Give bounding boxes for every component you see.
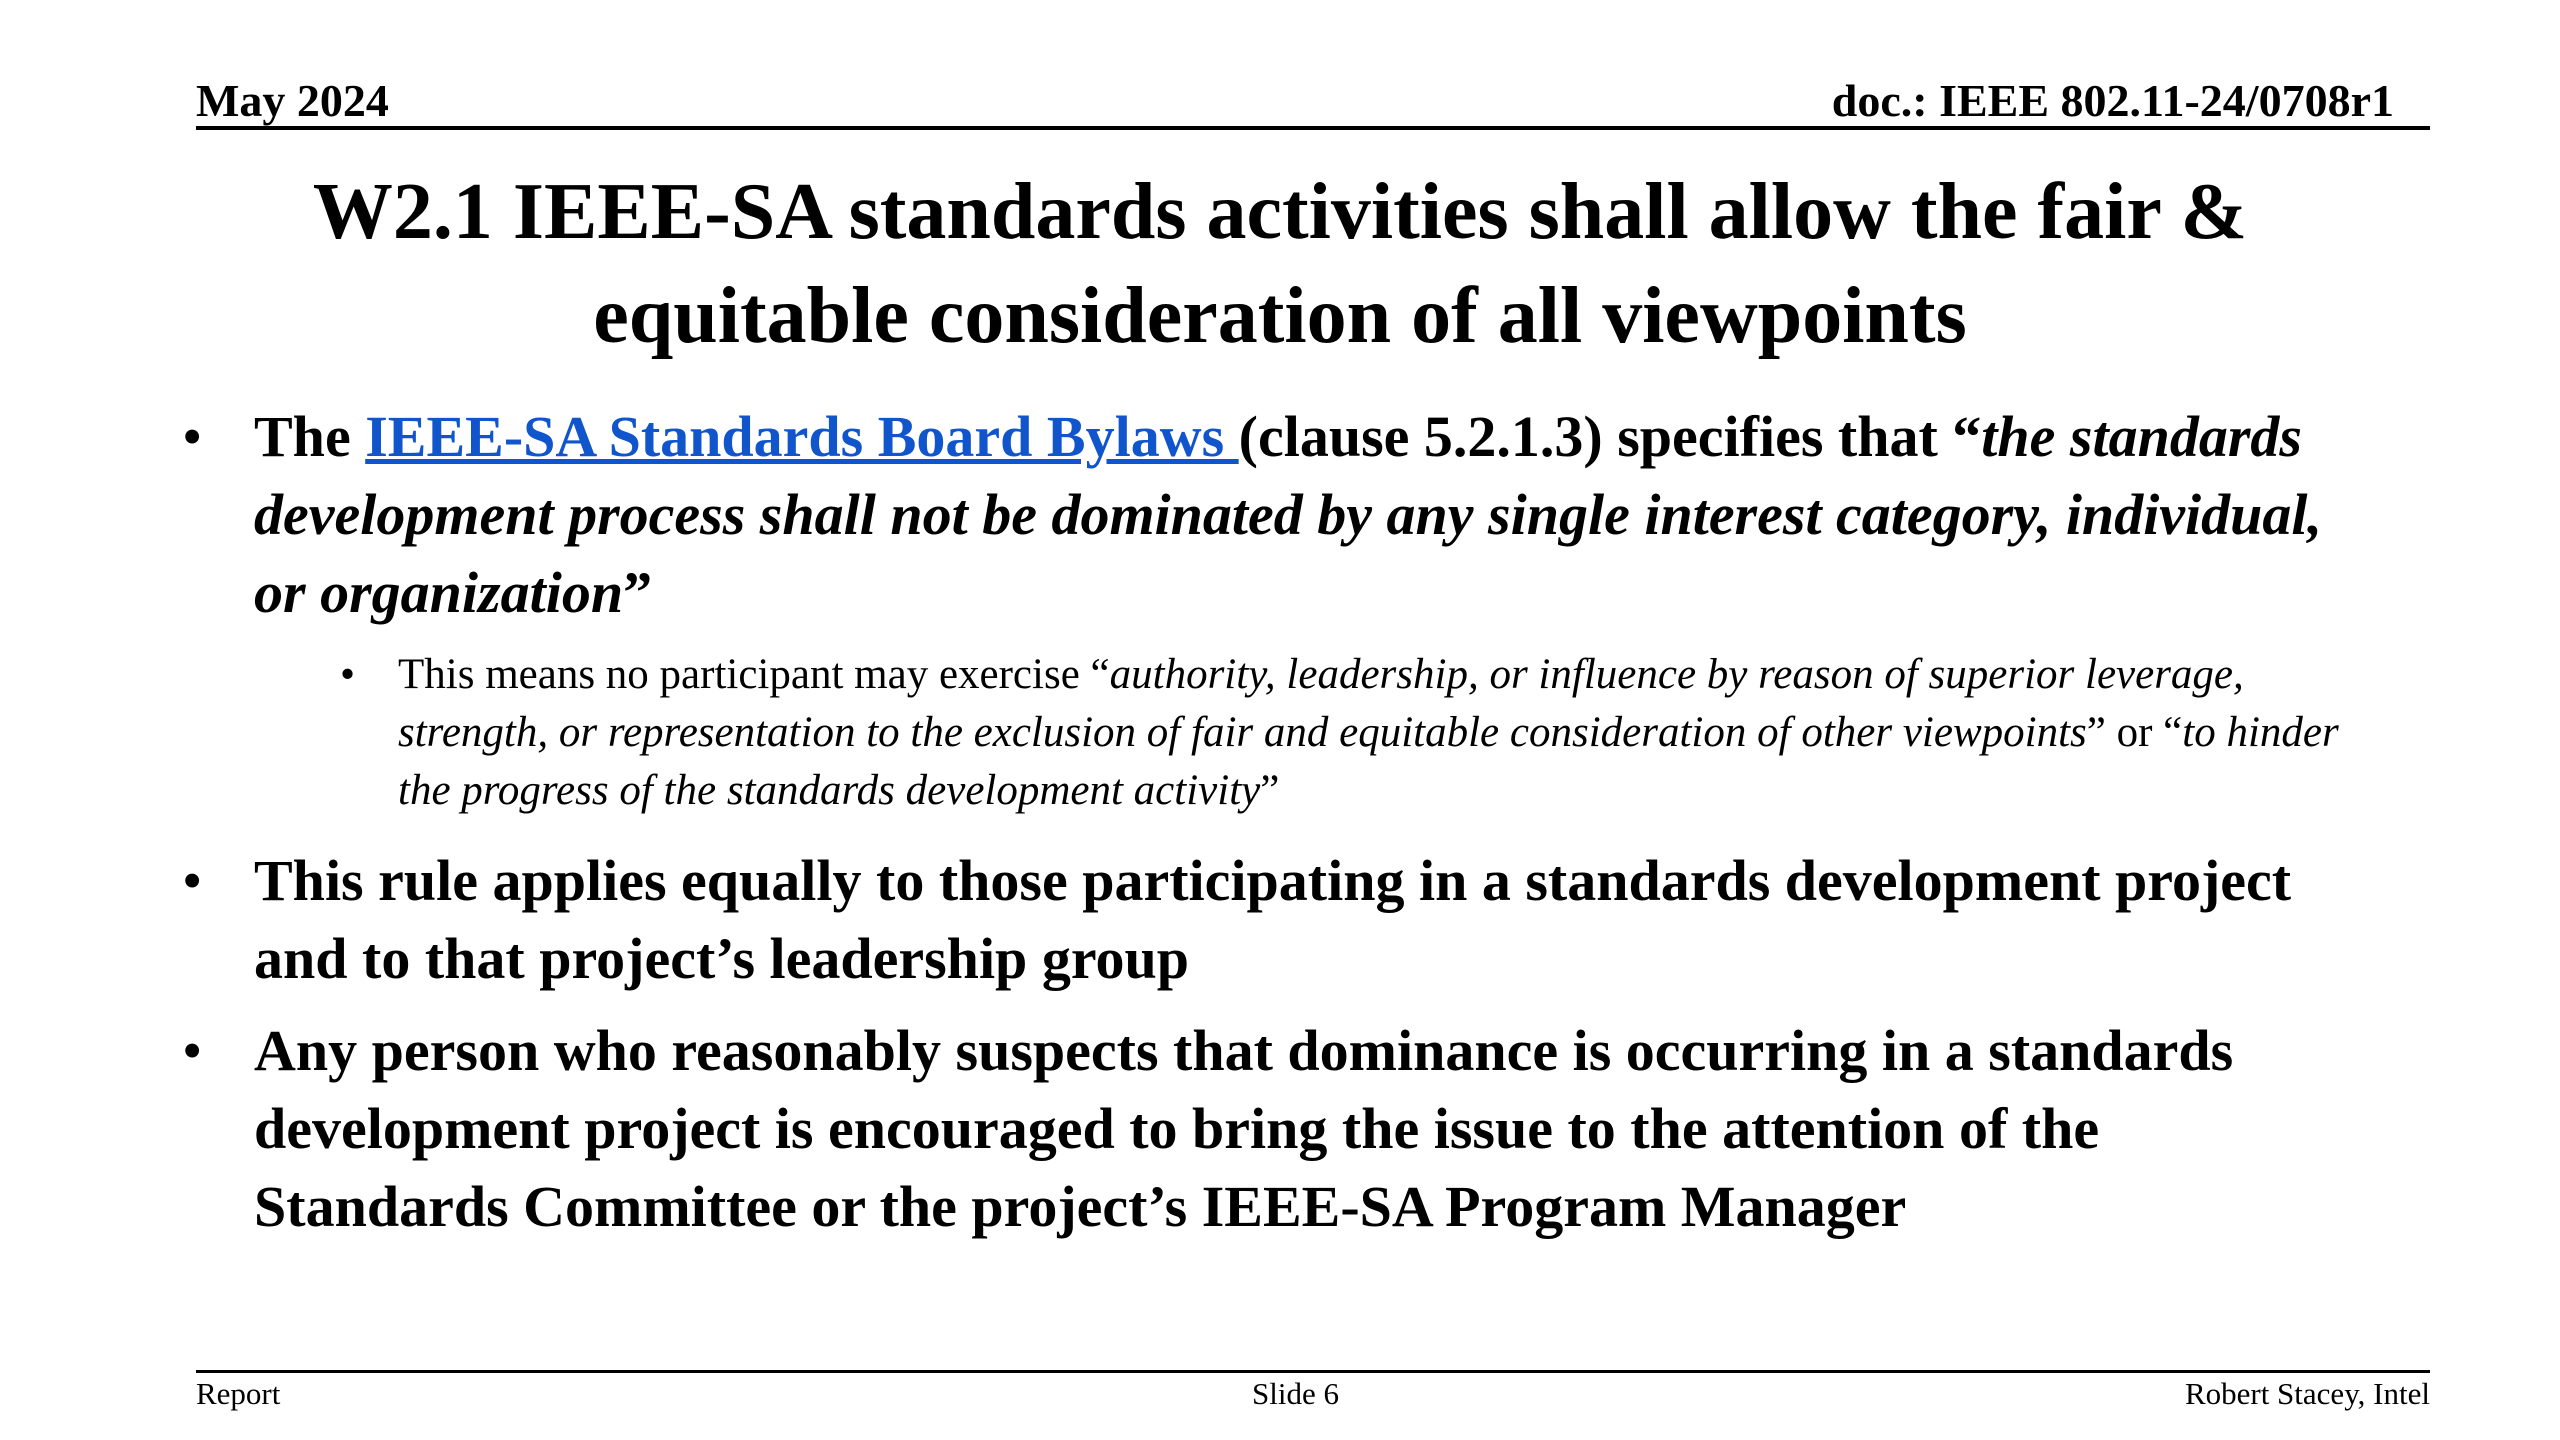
sub-bullet-suffix: ”	[1260, 767, 1280, 814]
bullet-rule-applies-text: This rule applies equally to those participating in a standards development project and to that project’s leadership group	[254, 848, 2292, 991]
header-divider	[196, 126, 2430, 130]
footer-divider	[196, 1370, 2430, 1373]
bullet-bylaws	[180, 398, 2340, 632]
sub-bullet-quote-1: authority, leadership, or influence by reason of superior leverage, strength, or representation to the exclusion of fair and equitable consideration of other viewpoints	[398, 651, 2244, 756]
bullet-bylaws-middle: (clause 5.2.1.3) specifies that “	[1238, 404, 1982, 469]
bullet-bylaws-quote: the standards development process shall not be dominated by any single interest category, individual, or organization	[254, 404, 2323, 625]
footer-slide-number: Slide 6	[1252, 1376, 1339, 1411]
footer-report-label: Report	[196, 1376, 281, 1411]
bullet-bylaws-prefix: The	[254, 404, 366, 469]
sub-bullet-quote-2: to hinder the progress of the standards development activity	[398, 709, 2339, 814]
sub-bullet-marker: •	[340, 651, 356, 698]
bullet-marker: •	[182, 848, 203, 913]
bullet-marker: •	[182, 1018, 203, 1083]
slide-body	[180, 398, 2340, 1260]
sub-bullet-prefix: This means no participant may exercise “	[398, 651, 1110, 698]
footer-author: Robert Stacey, Intel	[2184, 1376, 2430, 1411]
sub-bullet-middle: ” or “	[2086, 709, 2183, 756]
bullet-rule-applies	[180, 842, 2340, 998]
slide-footer	[196, 1376, 2430, 1416]
bullet-dominance-report	[180, 1012, 2340, 1246]
slide-title-line-2: equitable consideration of all viewpoints	[593, 272, 1967, 360]
header-doc-id: doc.: IEEE 802.11-24/0708r1	[1831, 75, 2394, 126]
bylaws-link[interactable]: IEEE-SA Standards Board Bylaws	[365, 404, 1239, 469]
bullet-marker: •	[182, 404, 203, 469]
header-date: May 2024	[196, 75, 389, 126]
slide-title-line-1: W2.1 IEEE-SA standards activities shall allow the fair &	[312, 168, 2248, 256]
sub-bullet-participant	[340, 646, 2378, 820]
slide-title	[200, 160, 2360, 368]
bullet-dominance-report-text: Any person who reasonably suspects that dominance is occurring in a standards development project is encouraged to bring the issue to the attention of the Standards Committee or the project’s IEEE-SA Program Manager	[254, 1018, 2234, 1239]
slide-header	[196, 68, 2430, 130]
bullet-bylaws-suffix: ”	[623, 560, 653, 625]
